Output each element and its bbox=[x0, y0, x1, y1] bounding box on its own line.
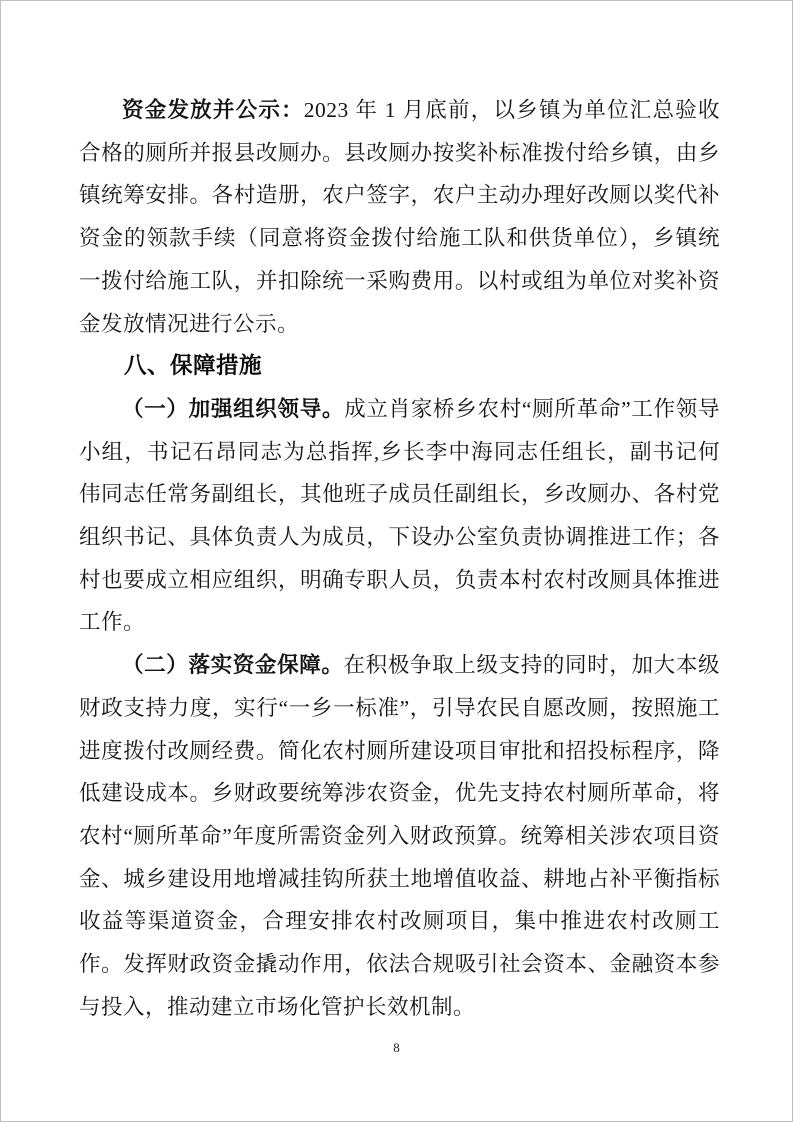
paragraph-text: 成立肖家桥乡农村“厕所革命”工作领导小组，书记石昂同志为总指挥,乡长李中海同志任组长，副书记何伟同志任常务副组长，其他班子成员任副组长，乡改厕办、各村党组织书记、具体负责人为成员，下设办公室负责协调推进工作；各村也要成立相应组织，明确专职人员，负责本村农村改厕具体推进工作。 bbox=[79, 396, 720, 635]
paragraph-lead: （一）加强组织领导。 bbox=[122, 396, 345, 421]
paragraph-funds-distribution bbox=[79, 89, 720, 345]
paragraph-funding-guarantee bbox=[79, 644, 720, 1028]
page-number: 8 bbox=[393, 1040, 400, 1055]
document-body bbox=[79, 89, 720, 1028]
paragraph-organization-leadership bbox=[79, 388, 720, 644]
paragraph-text: 2023 年 1 月底前，以乡镇为单位汇总验收合格的厕所并报县改厕办。县改厕办按奖补标准拨付给乡镇，由乡镇统筹安排。各村造册，农户签字，农户主动办理好改厕以奖代补资金的领款手续（同意将资金拨付给施工队和供货单位），乡镇统一拨付给施工队，并扣除统一采购费用。以村或组为单位对奖补资金发放情况进行公示。 bbox=[79, 98, 720, 336]
paragraph-text: 在积极争取上级支持的同时，加大本级财政支持力度，实行“一乡一标准”，引导农民自愿改厕，按照施工进度拨付改厕经费。简化农村厕所建设项目审批和招投标程序，降低建设成本。乡财政要统筹涉农资金，优先支持农村厕所革命，将农村“厕所革命”年度所需资金列入财政预算。统筹相关涉农项目资金、城乡建设用地增减挂钩所获土地增值收益、耕地占补平衡指标收益等渠道资金，合理安排农村改厕项目，集中推进农村改厕工作。发挥财政资金撬动作用，依法合规吸引社会资本、金融资本参与投入，推动建立市场化管护长效机制。 bbox=[79, 653, 720, 1019]
section-heading-safeguard-measures: 八、保障措施 bbox=[124, 353, 263, 379]
paragraph-lead: （二）落实资金保障。 bbox=[122, 653, 344, 678]
paragraph-lead: 资金发放并公示： bbox=[122, 98, 304, 122]
